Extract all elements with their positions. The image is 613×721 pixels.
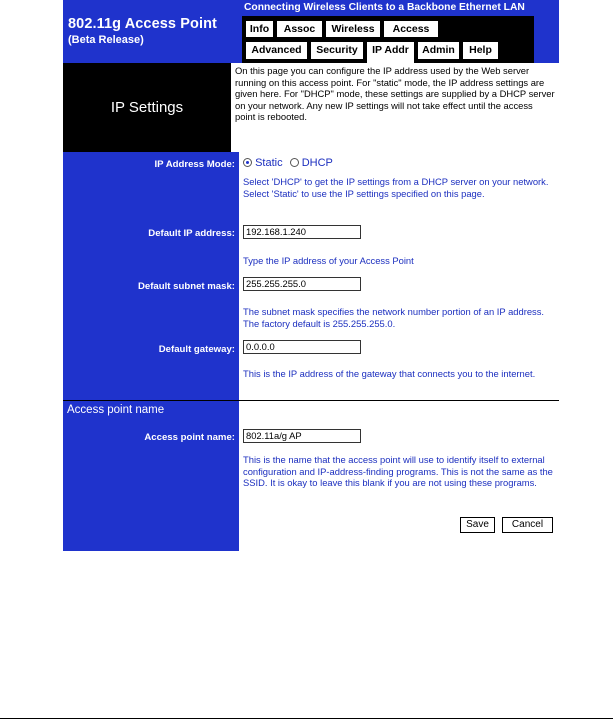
ip-address-field[interactable]: 192.168.1.240	[243, 225, 361, 239]
gateway-label: Default gateway:	[158, 344, 235, 355]
section-divider-right	[239, 400, 559, 401]
ip-address-help: Type the IP address of your Access Point	[243, 255, 414, 266]
section-description: On this page you can configure the IP address used by the Web server running on this access point. For "static" mode, the IP address settings are given here. For "DHCP" mode, these settings are supplied by a DHCP server on your network. Any new IP settings will not take effect until the access point is rebooted.	[231, 63, 559, 152]
router-config-page	[63, 0, 559, 551]
subnet-mask-field[interactable]: 255.255.255.0	[243, 277, 361, 291]
ap-name-field[interactable]: 802.11a/g AP	[243, 429, 361, 443]
settings-form	[63, 152, 559, 551]
section-title: IP Settings	[63, 63, 231, 152]
tab-help[interactable]: Help	[462, 41, 499, 60]
header	[63, 0, 559, 63]
tab-bar	[242, 16, 534, 63]
subnet-mask-label: Default subnet mask:	[137, 281, 235, 292]
tab-assoc[interactable]: Assoc	[276, 20, 323, 38]
ip-mode-help: Select 'DHCP' to get the IP settings from a DHCP server on your network. Select 'Static' to use the IP settings specified on this page.	[243, 176, 549, 199]
cancel-button[interactable]: Cancel	[502, 517, 553, 533]
ap-name-help: This is the name that the access point will use to identify itself to external configuration and IP-address-finding programs. This is not the same as the SSID. It is okay to leave this blank if you are not using these programs.	[243, 454, 553, 488]
save-button[interactable]: Save	[460, 517, 495, 533]
subnet-mask-help: The subnet mask specifies the network number portion of an IP address. The factory default is 255.255.255.0.	[243, 306, 545, 329]
tab-security[interactable]: Security	[310, 41, 364, 60]
gateway-field[interactable]: 0.0.0.0	[243, 340, 361, 354]
product-title: 802.11g Access Point	[68, 16, 217, 32]
dhcp-label[interactable]: DHCP	[301, 157, 333, 169]
static-label[interactable]: Static	[255, 157, 283, 169]
gateway-help: This is the IP address of the gateway that connects you to the internet.	[243, 368, 536, 379]
section-header	[63, 63, 559, 152]
tagline: Connecting Wireless Clients to a Backbone Ethernet LAN	[244, 2, 525, 13]
brand	[68, 16, 217, 46]
dhcp-radio[interactable]	[290, 158, 299, 167]
tab-admin[interactable]: Admin	[417, 41, 460, 60]
static-radio[interactable]	[243, 158, 252, 167]
tab-wireless[interactable]: Wireless	[325, 20, 381, 38]
release-label: (Beta Release)	[68, 34, 144, 46]
header-right-fill	[534, 16, 559, 63]
ap-name-label: Access point name:	[144, 432, 235, 443]
tab-advanced[interactable]: Advanced	[245, 41, 308, 60]
ap-name-section-title: Access point name	[67, 404, 165, 416]
page-bottom-rule	[0, 718, 613, 719]
ip-address-label: Default IP address:	[148, 228, 235, 239]
ip-mode-label: IP Address Mode:	[154, 159, 235, 170]
tab-info[interactable]: Info	[245, 20, 274, 38]
ip-mode-radios	[243, 157, 337, 169]
tab-ip-addr[interactable]: IP Addr	[366, 41, 415, 63]
tab-access[interactable]: Access	[383, 20, 439, 38]
